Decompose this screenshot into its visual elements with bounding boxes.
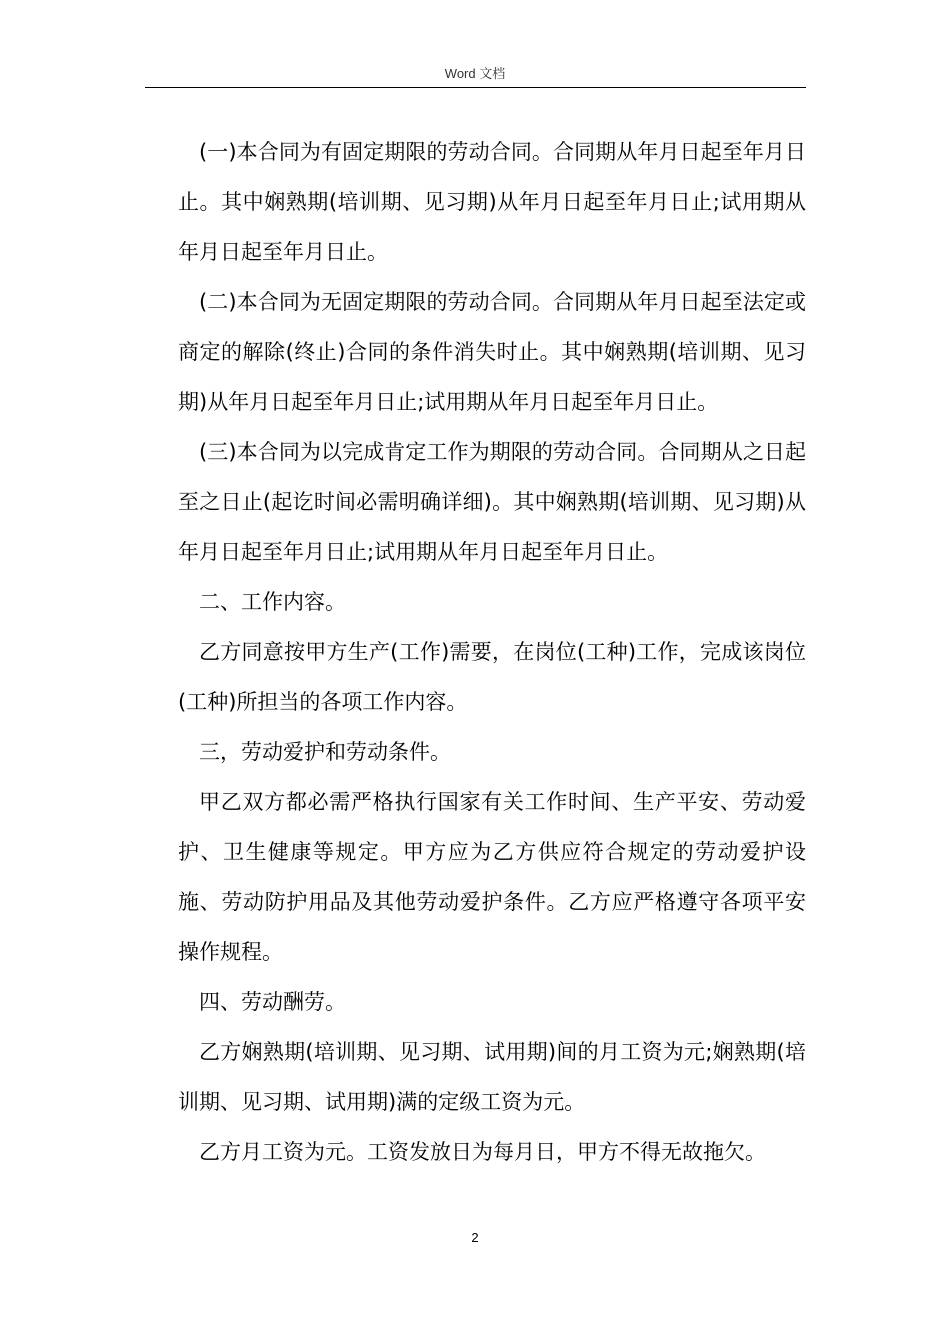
paragraph-term-task-based: (三)本合同为以完成肯定工作为期限的劳动合同。合同期从之日起至之日止(起讫时间必需明确详细)。其中娴熟期(培训期、见习期)从年月日起至年月日止;试用期从年月日起至年月日止。 bbox=[178, 440, 806, 564]
paragraph-labor-protection: 甲乙双方都必需严格执行国家有关工作时间、生产平安、劳动爱护、卫生健康等规定。甲方应为乙方供应符合规定的劳动爱护设施、劳动防护用品及其他劳动爱护条件。乙方应严格遵守各项平安操作规程。 bbox=[178, 790, 806, 964]
paragraph-term-open-ended: (二)本合同为无固定期限的劳动合同。合同期从年月日起至法定或商定的解除(终止)合同的条件消失时止。其中娴熟期(培训期、见习期)从年月日起至年月日止;试用期从年月日起至年月日止。 bbox=[178, 290, 806, 414]
page-number: 2 bbox=[471, 1230, 479, 1245]
paragraph-work-content: 乙方同意按甲方生产(工作)需要，在岗位(工种)工作，完成该岗位(工种)所担当的各项工作内容。 bbox=[178, 640, 806, 714]
section-heading-remuneration: 四、劳动酬劳。 bbox=[199, 990, 346, 1014]
paragraph-probation-wage: 乙方娴熟期(培训期、见习期、试用期)间的月工资为元;娴熟期(培训期、见习期、试用期)满的定级工资为元。 bbox=[178, 1040, 806, 1114]
header-rule bbox=[145, 87, 806, 88]
page-header: Word 文档 bbox=[444, 66, 506, 81]
section-heading-work-content: 二、工作内容。 bbox=[199, 590, 346, 614]
document-body bbox=[178, 127, 806, 1177]
paragraph-term-fixed: (一)本合同为有固定期限的劳动合同。合同期从年月日起至年月日止。其中娴熟期(培训期、见习期)从年月日起至年月日止;试用期从年月日起至年月日止。 bbox=[178, 140, 806, 264]
paragraph-monthly-wage: 乙方月工资为元。工资发放日为每月日，甲方不得无故拖欠。 bbox=[199, 1140, 766, 1164]
section-heading-labor-protection: 三，劳动爱护和劳动条件。 bbox=[199, 740, 451, 764]
